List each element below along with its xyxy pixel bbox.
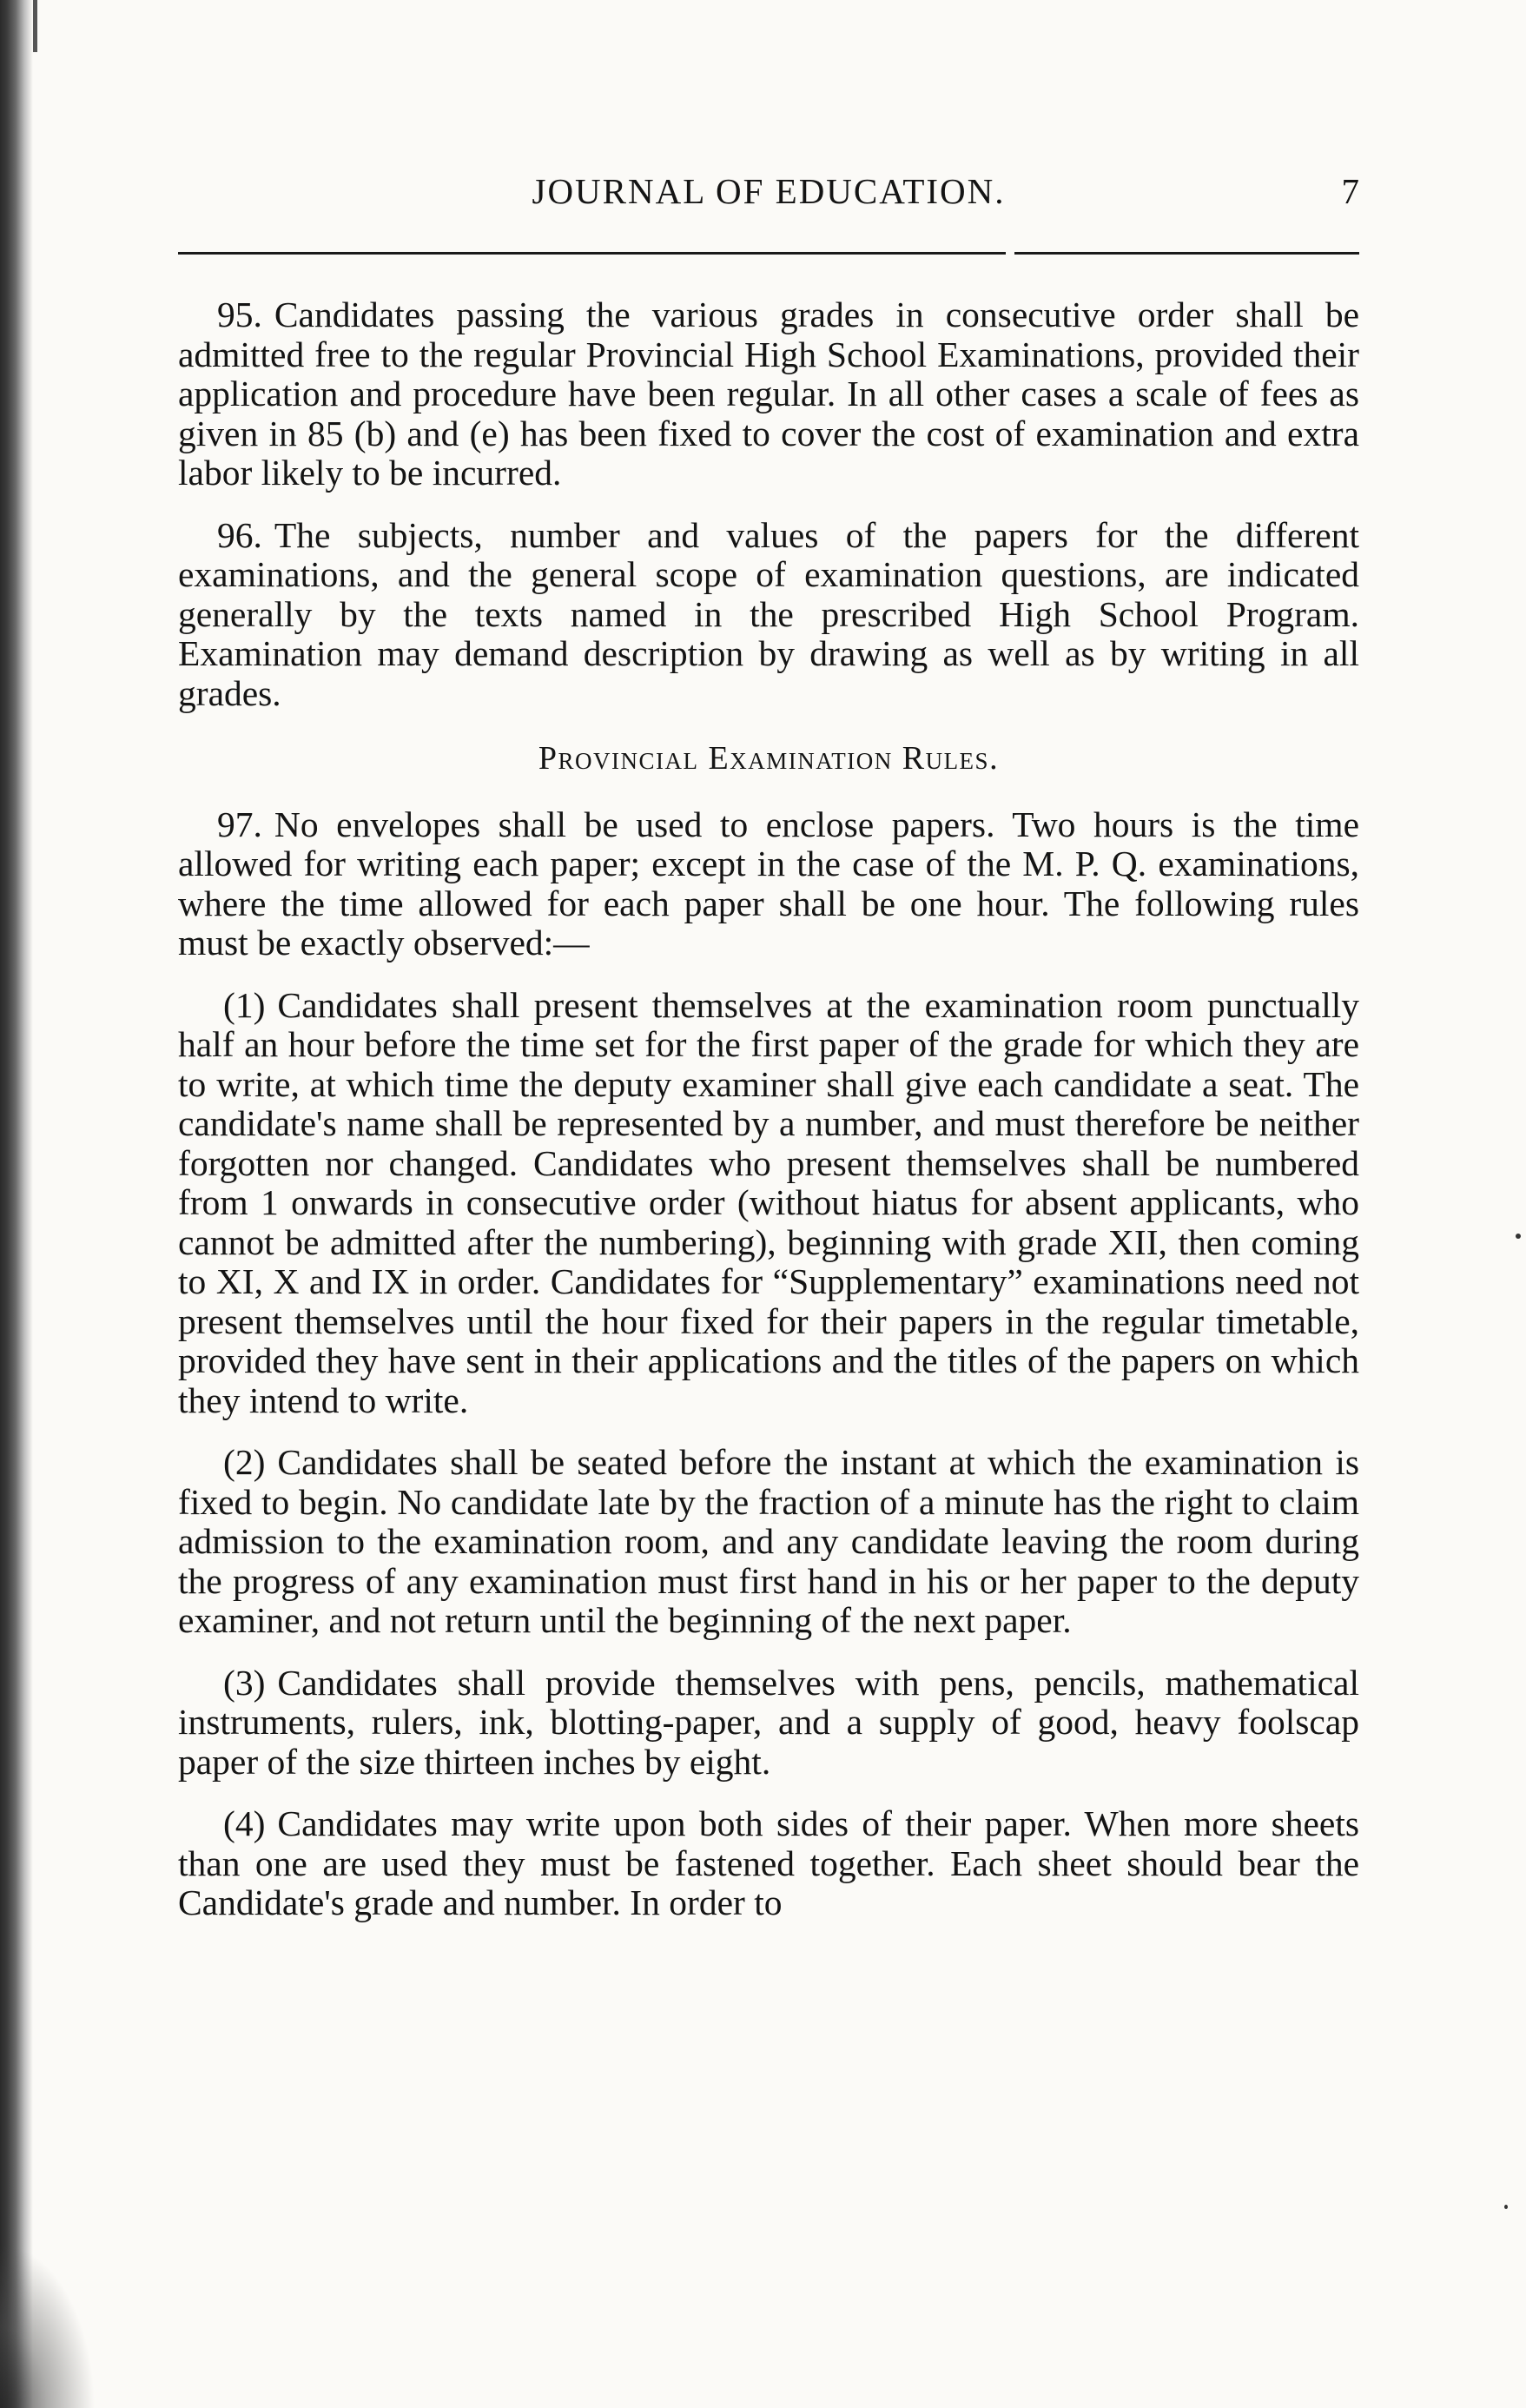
rule-3: [178, 1664, 1359, 1783]
page-number: 7: [1341, 171, 1359, 211]
header-rule: [178, 252, 1359, 255]
paragraph-95: [178, 295, 1359, 493]
paragraph-number: 95.: [217, 294, 262, 334]
binding-edge: [0, 0, 33, 2408]
rule-text: Candidates shall present themselves at the examination room punctually half an hour before the time set for the first paper of the grade for which they are to write, at which time the deputy examiner shall give each candidate a seat. The candidate's name shall be represented by a number, and must therefore be neither forgotten nor changed. Candidates who present themselves shall be numbered from 1 onwards in consecutive order (without hiatus for absent applicants, who cannot be admitted after the numbering), beginning with grade XII, then coming to XI, X and IX in order. Candidates for “Supplementary” examinations need not present themselves until the hour fixed for their papers in the regular timetable, provided they have sent in their applications and the titles of the papers on which they intend to write.: [178, 984, 1359, 1420]
paragraph-number: 97.: [217, 804, 262, 844]
rule-number: (2): [223, 1442, 266, 1482]
journal-title: JOURNAL OF EDUCATION.: [532, 171, 1006, 211]
section-heading: Provincial Examination Rules.: [538, 740, 1000, 777]
ink-speck: [1516, 1234, 1521, 1239]
paragraph-text: No envelopes shall be used to enclose papers. Two hours is the time allowed for writing each paper; except in the case of the M. P. Q. examinations, where the time allowed for each paper shall be one hour. The following rules must be exactly observed:—: [178, 804, 1359, 963]
paragraph-96: [178, 516, 1359, 714]
paragraph-97: [178, 805, 1359, 963]
paragraph-text: Candidates passing the various grades in consecutive order shall be admitted free to the regular Provincial High School Examinations, provided their application and procedure have been regular. In all other cases a scale of fees as given in 85 (b) and (e) has been fixed to cover the cost of examination and extra labor likely to be incurred.: [178, 294, 1359, 493]
running-header: [178, 170, 1359, 222]
binding-mark: [33, 0, 37, 52]
rule-4: [178, 1804, 1359, 1923]
rule-text: Candidates shall provide themselves with pens, pencils, mathematical instruments, rulers, ink, blotting-paper, and a supply of good, heavy foolscap paper of the size thirteen inches by eight.: [178, 1662, 1359, 1782]
rule-number: (4): [223, 1803, 266, 1843]
rule-number: (1): [223, 984, 266, 1025]
rule-text: Candidates shall be seated before the instant at which the examination is fixed to begin. No candidate late by the fraction of a minute has the right to claim admission to the examination room, and any candidate leaving the room during the progress of any examination must first hand in his or her paper to the deputy examiner, and not return until the beginning of the next paper.: [178, 1442, 1359, 1640]
paragraph-text: The subjects, number and values of the papers for the different examinations, and the general scope of examination questions, are indicated generally by the texts named in the prescribed High School Program. Examination may demand description by drawing as well as by writing in all grades.: [178, 514, 1359, 713]
corner-smudge: [0, 2243, 96, 2408]
paragraph-number: 96.: [217, 514, 262, 555]
rule-2: [178, 1443, 1359, 1641]
header-rule-gap: [1006, 251, 1014, 255]
rule-number: (3): [223, 1662, 266, 1703]
rule-text: Candidates may write upon both sides of their paper. When more sheets than one are used they must be fastened together. Each sheet should bear the Candidate's grade and number. In order to: [178, 1803, 1359, 1922]
rule-1: [178, 986, 1359, 1421]
page-body: [178, 295, 1359, 1946]
ink-speck: [1504, 2205, 1508, 2209]
